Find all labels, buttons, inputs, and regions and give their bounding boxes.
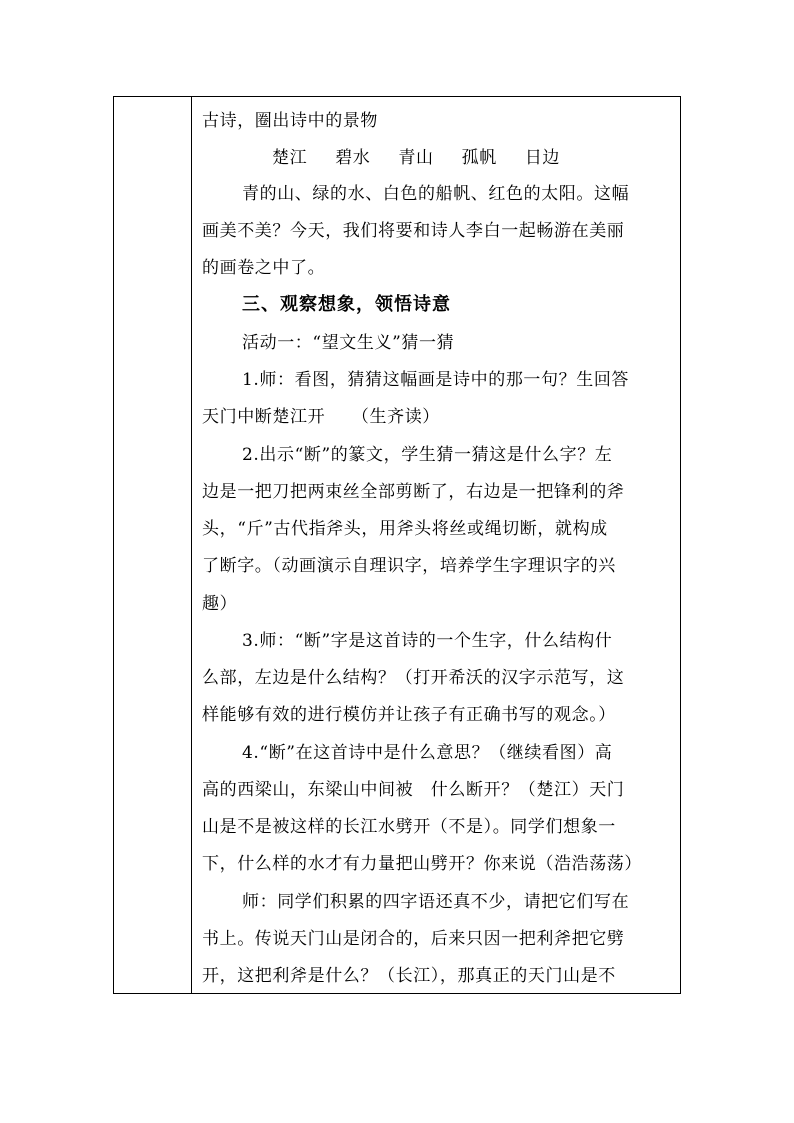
text-line: 书上。传说天门山是闭合的，后来只因一把利斧把它劈 — [202, 929, 625, 949]
text-line: 么部，左边是什么结构？（打开希沃的汉字示范写，这 — [202, 668, 625, 688]
text-line: 样能够有效的进行模仿并让孩子有正确书写的观念。） — [202, 705, 616, 725]
text-line: 趣） — [202, 594, 238, 614]
text-line: 青的山、绿的水、白色的船帆、红色的太阳。这幅 — [242, 184, 630, 204]
text-line: 头，“斤”古代指斧头，用斧头将丝或绳切断，就构成 — [202, 519, 608, 539]
scenery-word: 楚江 — [272, 148, 308, 168]
text-line: 画美不美？今天，我们将要和诗人李白一起畅游在美丽 — [202, 221, 625, 241]
content-cell — [192, 97, 680, 993]
text-line: 下，什么样的水才有力量把山劈开？你来说（浩浩荡荡） — [202, 854, 642, 874]
scenery-word-list — [272, 148, 672, 168]
text-line: 高的西梁山，东梁山中间被 什么断开？（楚江）天门 — [202, 780, 625, 800]
text-line: 师：同学们积累的四字语还真不少，请把它们写在 — [242, 892, 630, 912]
text-line: 山是不是被这样的长江水劈开（不是）。同学们想象一 — [202, 817, 616, 837]
scenery-word: 碧水 — [335, 148, 371, 168]
text-line: 了断字。（动画演示自理识字，培养学生字理识字的兴 — [202, 556, 616, 576]
text-line: 1.师：看图，猜猜这幅画是诗中的那一句？生回答 — [242, 370, 630, 390]
text-line: 2.出示“断”的篆文，学生猜一猜这是什么字？左 — [242, 445, 613, 465]
scenery-word: 日边 — [524, 148, 561, 168]
scenery-word: 青山 — [398, 148, 434, 168]
text-line: 4.“断”在这首诗中是什么意思？（继续看图）高 — [242, 743, 613, 763]
section-heading: 三、观察想象，领悟诗意 — [242, 294, 451, 315]
text-line: 古诗，圈出诗中的景物 — [202, 111, 378, 131]
lesson-plan-table — [113, 96, 681, 994]
text-line: 活动一：“望文生义”猜一猜 — [242, 333, 455, 353]
text-line: 边是一把刀把两束丝全部剪断了，右边是一把锋利的斧 — [202, 482, 625, 502]
text-line: 天门中断楚江开 （生齐读） — [202, 407, 440, 427]
text-line: 3.师：“断”字是这首诗的一个生字，什么结构什 — [242, 631, 613, 651]
text-line: 的画卷之中了。 — [202, 258, 326, 278]
text-line: 开，这把利斧是什么？（长江），那真正的天门山是不 — [202, 966, 616, 986]
scenery-word: 孤帆 — [461, 148, 497, 168]
left-column-cell — [114, 97, 192, 993]
